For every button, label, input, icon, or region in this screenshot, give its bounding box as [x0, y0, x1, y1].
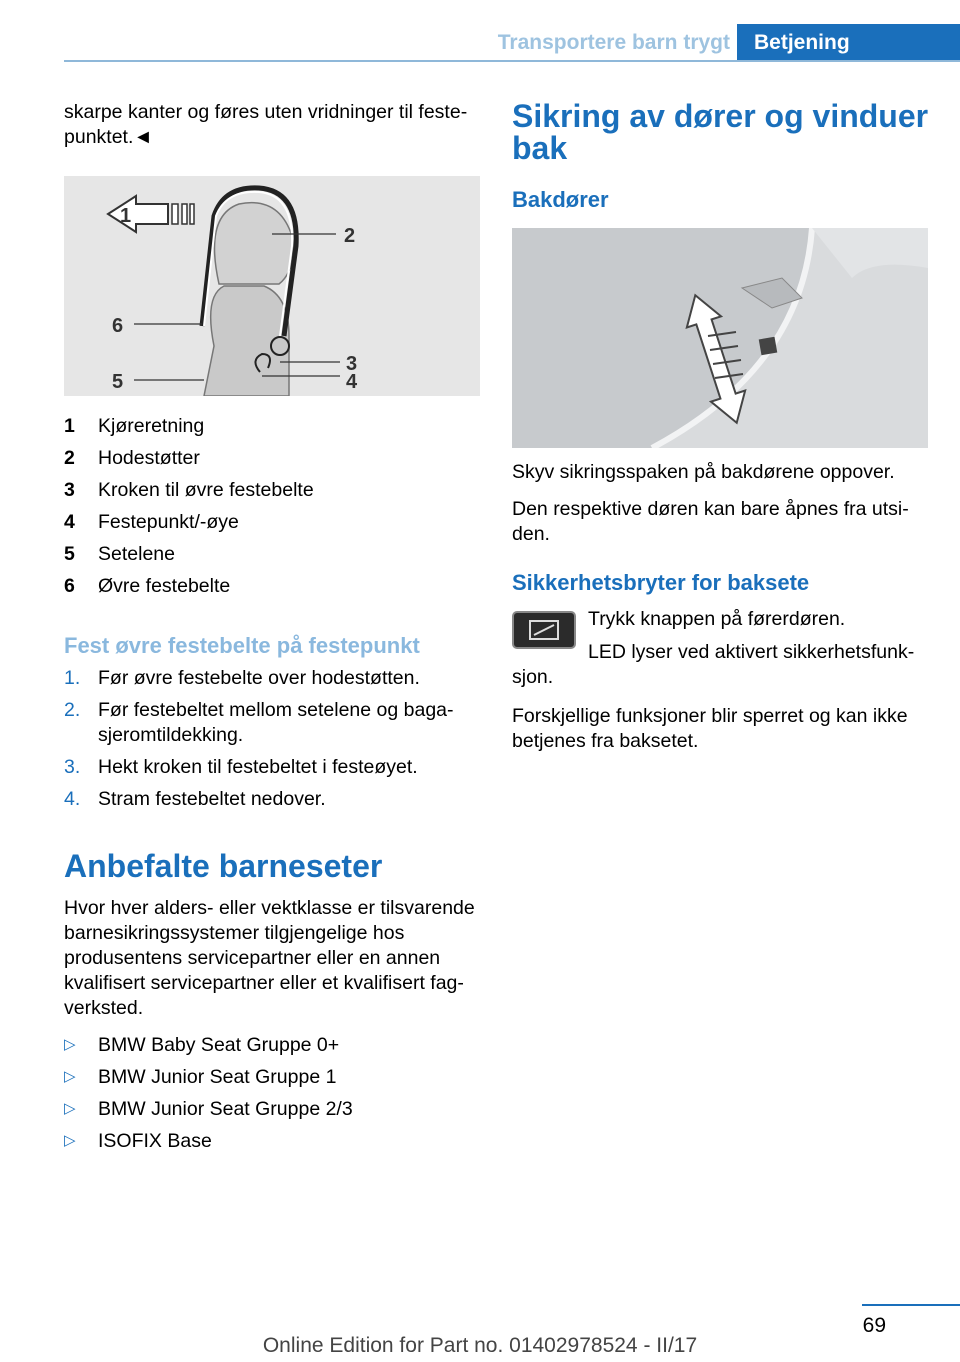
section-heading-doors: Sikring av dører og vinduer bak — [512, 98, 929, 166]
headrest-illustration — [64, 176, 480, 396]
callout-item — [64, 474, 480, 506]
bullet-triangle-icon: ▷ — [64, 1068, 76, 1085]
callout-item — [64, 442, 480, 474]
callout-item — [64, 538, 480, 570]
step-number: 3. — [64, 756, 81, 778]
step-item — [64, 666, 480, 691]
list-item — [64, 1093, 480, 1125]
steps-list — [64, 666, 480, 812]
callout-text: Hodestøtter — [98, 447, 200, 469]
bullet-triangle-icon: ▷ — [64, 1132, 76, 1149]
list-item — [64, 1125, 480, 1157]
figure-label-6: 6 — [112, 315, 124, 337]
callout-number: 3 — [64, 479, 75, 501]
callout-number: 5 — [64, 543, 75, 565]
step-item — [64, 698, 480, 748]
callout-item — [64, 506, 480, 538]
running-header-section: Transportere barn trygt — [497, 31, 730, 54]
callout-number: 4 — [64, 511, 75, 533]
figure-label-2: 2 — [344, 225, 356, 247]
step-text: Før festebeltet mellom setelene og bagasjeromtildekking. — [98, 699, 454, 746]
section-paragraph: Hvor hver alders- eller vektklasse er tilsvarende barnesikringssystemer tilgjengelige hos produsentens servicepartner eller en annen kvalifisert servicepartner eller et kvalifisert fagverksted. — [64, 897, 475, 1019]
list-item-text: BMW Junior Seat Gruppe 2/3 — [98, 1098, 353, 1120]
paragraph-led: LED lyser ved aktivert sikkerhetsfunksjon. — [512, 641, 915, 688]
safety-switch-block — [512, 607, 930, 690]
section-heading: Anbefalte barneseter — [64, 848, 383, 884]
footer-edition: Online Edition for Part no. 01402978524 - II/17 — [262, 1334, 698, 1357]
callout-number: 6 — [64, 575, 75, 597]
window-lock-button-icon — [512, 611, 576, 649]
bullet-triangle-icon: ▷ — [64, 1036, 76, 1053]
running-header-chapter-tab: Betjening — [737, 24, 960, 62]
list-item-text: BMW Baby Seat Gruppe 0+ — [98, 1034, 340, 1056]
page-number: 69 — [862, 1314, 886, 1337]
left-column — [64, 100, 480, 1157]
figure-label-3: 3 — [346, 353, 358, 375]
list-item-text: ISOFIX Base — [98, 1130, 212, 1152]
paragraph-press-button: Trykk knappen på førerdøren. — [588, 608, 846, 630]
seat-belt-figure — [64, 176, 480, 396]
step-text: Hekt kroken til festebeltet i festeøyet. — [98, 756, 418, 778]
step-text: Før øvre festebelte over hodestøtten. — [98, 667, 420, 689]
paragraph-functions-blocked: Forskjellige funksjoner blir sperret og kan ikke betjenes fra baksetet. — [512, 705, 908, 752]
bullet-list — [64, 1029, 480, 1157]
figure-label-5: 5 — [112, 371, 124, 393]
callout-text: Festepunkt/-øye — [98, 511, 239, 533]
bullet-triangle-icon: ▷ — [64, 1100, 76, 1117]
step-item — [64, 787, 480, 812]
list-item — [64, 1061, 480, 1093]
paragraph-open-outside: Den respektive døren kan bare åpnes fra utsiden. — [512, 498, 909, 545]
step-number: 1. — [64, 667, 81, 689]
intro-paragraph: skarpe kanter og føres uten vridninger til festepunktet.◄ — [64, 101, 468, 148]
callout-text: Kjøreretning — [98, 415, 205, 437]
callout-text: Øvre festebelte — [98, 575, 231, 597]
callout-list — [64, 410, 480, 602]
subheading-safety-switch: Sikkerhetsbryter for baksete — [512, 570, 810, 595]
callout-item — [64, 410, 480, 442]
step-text: Stram festebeltet nedover. — [98, 788, 326, 810]
figure-label-4: 4 — [346, 371, 358, 393]
step-item — [64, 755, 480, 780]
door-lock-illustration — [512, 228, 928, 448]
figure-label-1: 1 — [120, 205, 132, 227]
subheading-rear-doors: Bakdører — [512, 187, 609, 212]
callout-number: 1 — [64, 415, 75, 437]
callout-text: Kroken til øvre festebelte — [98, 479, 314, 501]
door-lock-figure — [512, 228, 928, 448]
paragraph-push-lever: Skyv sikringsspaken på bakdørene oppover. — [512, 461, 895, 483]
callout-number: 2 — [64, 447, 75, 469]
list-item — [64, 1029, 480, 1061]
callout-text: Setelene — [98, 543, 175, 565]
footer-rule — [862, 1304, 960, 1306]
callout-item — [64, 570, 480, 602]
right-column — [512, 100, 930, 754]
list-item-text: BMW Junior Seat Gruppe 1 — [98, 1066, 337, 1088]
steps-heading: Fest øvre festebelte på festepunkt — [64, 633, 420, 658]
step-number: 4. — [64, 788, 81, 810]
header-rule — [64, 60, 960, 62]
step-number: 2. — [64, 699, 81, 721]
